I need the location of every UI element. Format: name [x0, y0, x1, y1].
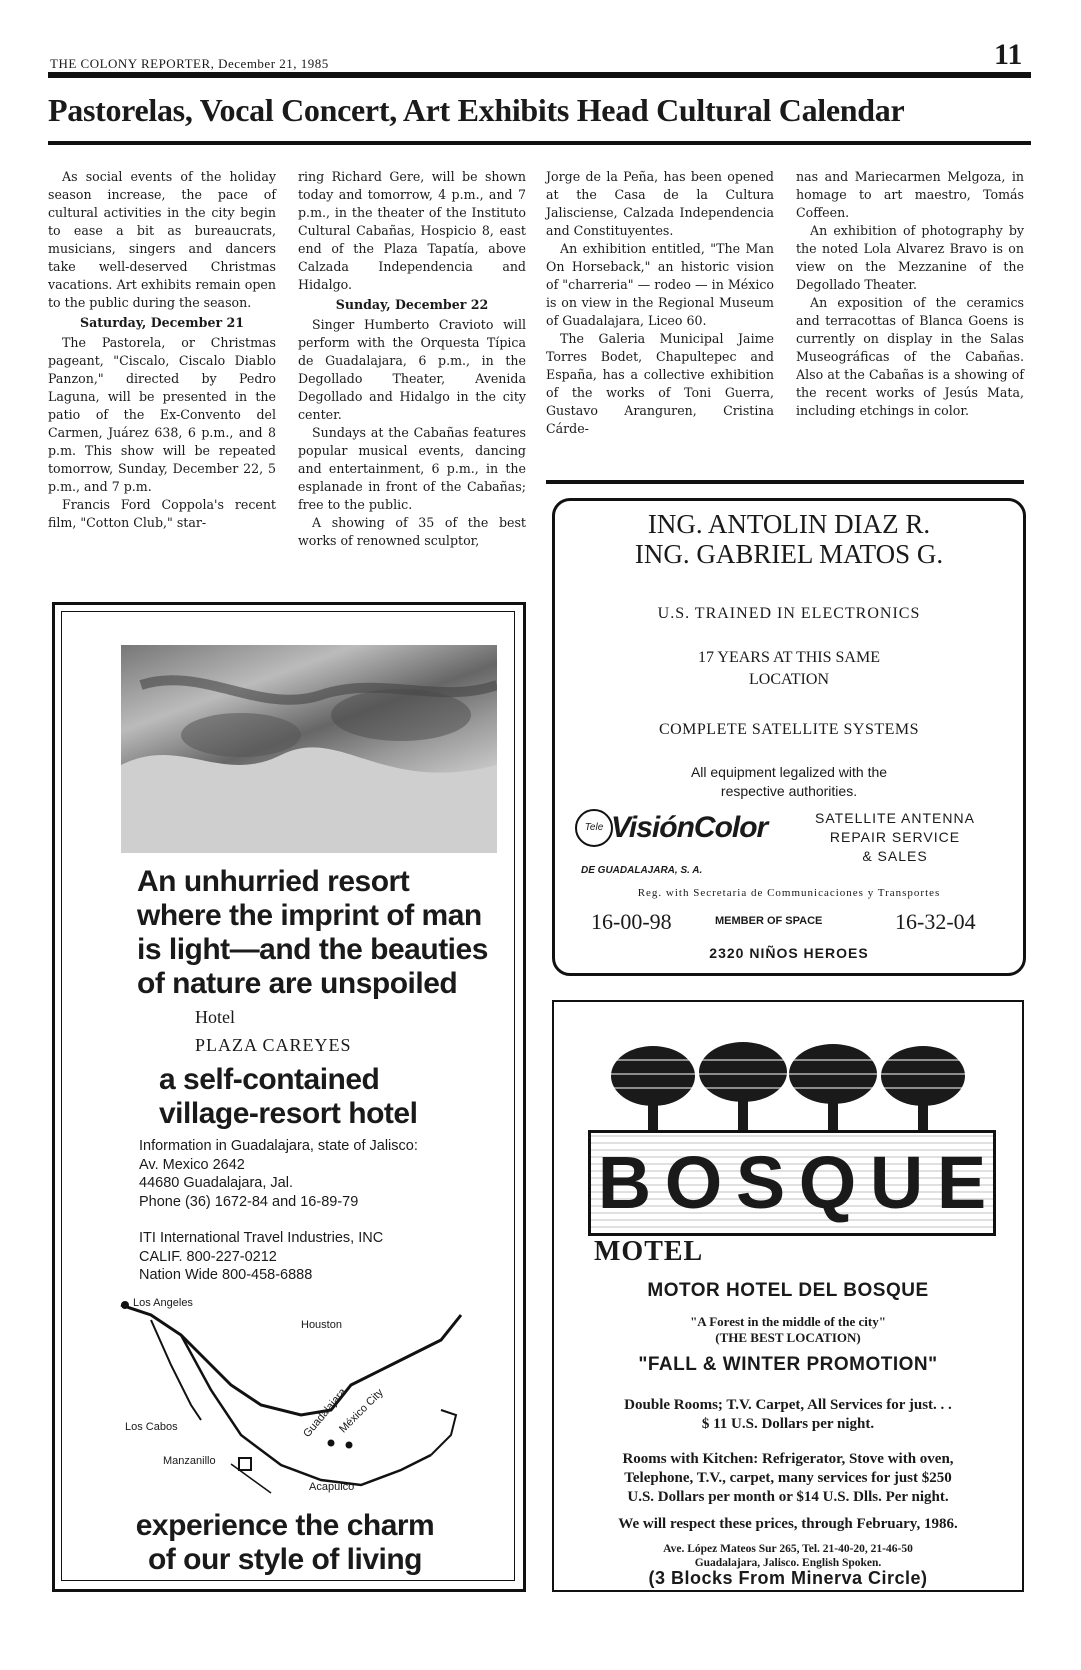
article-paragraph: The Galeria Municipal Jaime Torres Bodet, Chapultepec and España, has a collective exhibition of the works of Toni Guerra, Gustavo Aranguren, Cristina Cárde-: [546, 331, 774, 436]
headline: Pastorelas, Vocal Concert, Art Exhibits Head Cultural Calendar: [48, 92, 905, 128]
article-subhead: Sunday, December 22: [335, 297, 489, 312]
service-line: SATELLITE ANTENNA: [815, 810, 975, 826]
masthead: THE COLONY REPORTER, December 21, 1985: [50, 56, 329, 71]
phone-2: 16-32-04: [895, 909, 976, 934]
article-paragraph: An exposition of the ceramics and terracottas of Blanca Goens is currently on display in the Salas Museográficas of the Cabañas. Also at the Cabañas is a showing of the recent works of Jesús Mata, including etchings in color.: [796, 295, 1024, 418]
map-label-los-angeles: Los Angeles: [133, 1297, 193, 1309]
service-lines: [785, 809, 1005, 866]
article-paragraph: The Pastorela, or Christmas pageant, "Ciscalo, Ciscalo Diablo Panzon," directed by Pedro Laguna, will be presented in the patio of the Ex-Convento del Carmen, Juárez 638, 6 p.m., and 8 p.m. This show will be repeated tomorrow, Sunday, December 22, 5 p.m., and 7 p.m.: [48, 335, 276, 494]
engineer-name: ING. GABRIEL MATOS G.: [634, 539, 944, 569]
service-line: & SALES: [862, 848, 928, 864]
info-line: CALIF. 800-227-0212: [139, 1248, 277, 1265]
aerial-photo: [121, 645, 497, 853]
motel-name: MOTOR HOTEL DEL BOSQUE: [647, 1280, 929, 1301]
article-paragraph: ring Richard Gere, will be shown today and tomorrow, 4 p.m., and 7 p.m., in the theater of the Instituto Cultural Cabañas, Hospicio 8, east end of the Plaza Tapatía, above Calzada Independencia and Hidalgo.: [298, 169, 526, 292]
bosque-logo-letter: S: [735, 1141, 786, 1224]
article-paragraph: nas and Mariecarmen Melgoza, in homage to art maestro, Tomás Coffeen.: [796, 169, 1024, 220]
bosque-logo-letter: O: [664, 1141, 723, 1224]
address-line: Guadalajara, Jalisco. English Spoken.: [694, 1557, 882, 1569]
header-rule: [48, 72, 1031, 78]
double-line: $ 11 U.S. Dollars per night.: [701, 1416, 875, 1432]
article-paragraph: Francis Ford Coppola's recent film, "Cotton Club," star-: [48, 497, 276, 530]
info-line: 44680 Guadalajara, Jal.: [139, 1175, 293, 1191]
motel-blocks: (3 Blocks From Minerva Circle): [648, 1568, 928, 1588]
info-line: Phone (36) 1672-84 and 16-89-79: [139, 1193, 359, 1210]
article-paragraph: As social events of the holiday season increase, the pace of cultural activities in the city begin to ease a bit as bureaucrats, musicians, singers and dancers take well-deserved Christmas vacations. Art exhibits remain open to the public during the season.: [48, 169, 276, 310]
motel-promo: "FALL & WINTER PROMOTION": [638, 1354, 938, 1375]
slogan-line: where the imprint of man: [137, 899, 482, 932]
engineer-names: [555, 509, 1023, 569]
legal-line: All equipment legalized with the: [690, 764, 888, 780]
iti-info: [139, 1229, 383, 1285]
article-paragraph: An exhibition entitled, "The Man On Horseback," an historic vision of "charreria" — rodeo — in México is on view in the Regional Museum of Guadalajara, Liceo 60.: [546, 241, 774, 328]
article-subhead: Saturday, December 21: [79, 315, 244, 330]
map-label-houston: Houston: [301, 1319, 342, 1331]
map-label-mexico-city: México City: [337, 1386, 386, 1436]
ad-hotel-plaza-careyes: [52, 602, 526, 1592]
article-column-1: [48, 168, 276, 532]
motel-word: MOTEL: [594, 1236, 704, 1267]
map-label-acapulco: Acapulco: [309, 1481, 355, 1493]
ad-hotel-closing: [85, 1509, 485, 1577]
hotel-tagline: [159, 1063, 499, 1131]
hotel-info: [139, 1137, 418, 1211]
slogan-line: An unhurried resort: [137, 865, 410, 898]
article-paragraph: Jorge de la Peña, has been opened at the Casa de la Cultura Jalisciense, Calzada Independencia and Constituyentes.: [546, 169, 774, 238]
ad-bosque-motel: [552, 1000, 1024, 1592]
article-paragraph: An exhibition of photography by the noted Lola Alvarez Bravo is on view on the Mezzanine of the Degollado Theater.: [796, 223, 1024, 292]
article-column-2: [298, 168, 526, 550]
legal-line: respective authorities.: [720, 783, 858, 799]
info-line: Av. Mexico 2642: [139, 1156, 245, 1173]
map-label-los-cabos: Los Cabos: [125, 1421, 178, 1433]
bosque-logo: [588, 1130, 996, 1236]
satellite-line: COMPLETE SATELLITE SYSTEMS: [658, 721, 920, 738]
slogan-line: of nature are unspoiled: [137, 967, 458, 1000]
map-label-guadalajara: Guadalajara: [301, 1386, 349, 1440]
logo-visioncolor-text: VisiónColor: [611, 811, 768, 844]
registration-line: Reg. with Secretaria de Communicaciones y Transportes: [637, 887, 941, 899]
forest-drawing: [608, 1040, 968, 1130]
article-paragraph: A showing of 35 of the best works of renowned sculptor,: [298, 515, 526, 548]
years-lines: [555, 647, 1023, 691]
phone-1: 16-00-98: [591, 909, 672, 934]
info-line: Information in Guadalajara, state of Jalisco:: [139, 1138, 418, 1154]
article-paragraph: Sundays at the Cabañas features popular musical events, dancing and entertainment, 6 p.m., in the esplanade in front of the Cabañas; free to the public.: [298, 425, 526, 512]
legal-lines: [555, 763, 1023, 801]
double-line: Double Rooms; T.V. Carpet, All Services for just. . .: [624, 1397, 952, 1413]
kitchen-line: U.S. Dollars per month or $14 U.S. Dlls. Per night.: [627, 1489, 949, 1505]
kitchen-line: Rooms with Kitchen: Refrigerator, Stove with oven,: [622, 1451, 954, 1467]
page-number: 11: [994, 38, 1023, 71]
hotel-label: Hotel: [195, 1007, 235, 1027]
bosque-logo-letter: E: [936, 1141, 987, 1224]
ad-electronics: [552, 498, 1026, 976]
bosque-logo-letter: U: [869, 1141, 924, 1224]
logo-tele-badge: Tele: [575, 809, 613, 847]
slogan-line: is light—and the beauties: [137, 933, 488, 966]
logo-subline: DE GUADALAJARA, S. A.: [581, 865, 703, 876]
visioncolor-logo: [575, 801, 775, 861]
engineer-name: ING. ANTOLIN DIAZ R.: [647, 509, 931, 539]
motel-quote: "A Forest in the middle of the city": [690, 1314, 886, 1329]
years-line: 17 YEARS AT THIS SAME: [698, 649, 880, 666]
headline-rule: [48, 141, 1031, 145]
forest-illustration: [608, 1040, 968, 1130]
hotel-name: PLAZA CAREYES: [195, 1035, 352, 1055]
map-label-manzanillo: Manzanillo: [163, 1455, 216, 1467]
motel-kitchen-rooms: [554, 1450, 1022, 1507]
motel-address: [554, 1542, 1022, 1570]
motel-respect: We will respect these prices, through February, 1986.: [618, 1516, 958, 1532]
tagline-line: village-resort hotel: [159, 1097, 418, 1130]
bosque-logo-letter: B: [597, 1141, 652, 1224]
bosque-logo-letter: Q: [798, 1141, 857, 1224]
kitchen-line: Telephone, T.V., carpet, many services for just $250: [624, 1470, 952, 1486]
article-column-3: [546, 168, 774, 438]
tagline-line: a self-contained: [159, 1063, 380, 1096]
info-line: Nation Wide 800-458-6888: [139, 1267, 313, 1283]
closing-line: experience the charm: [135, 1509, 435, 1542]
article-paragraph: Singer Humberto Cravioto will perform with the Orquesta Típica de Guadalajara, 6 p.m., in the Degollado Theater, Avenida Degollado and Hidalgo in the city center.: [298, 317, 526, 422]
address-line: 2320 NIÑOS HEROES: [709, 945, 869, 961]
motel-best-location: (THE BEST LOCATION): [715, 1330, 861, 1345]
mexico-map: [111, 1295, 491, 1505]
years-line: LOCATION: [749, 671, 829, 688]
info-line: ITI International Travel Industries, INC: [139, 1230, 384, 1246]
column-end-rule: [546, 480, 1024, 484]
member-line: MEMBER OF SPACE: [715, 915, 823, 927]
closing-line: of our style of living: [147, 1543, 422, 1576]
motel-double-rooms: [554, 1396, 1022, 1434]
article-column-4: [796, 168, 1024, 420]
ad-hotel-slogan: [137, 865, 497, 1001]
aerial-photo-drawing: [121, 645, 497, 853]
trained-line: U.S. TRAINED IN ELECTRONICS: [657, 605, 921, 622]
address-line: Ave. López Mateos Sur 265, Tel. 21-40-20, 21-46-50: [663, 1543, 913, 1555]
service-line: REPAIR SERVICE: [829, 829, 961, 845]
